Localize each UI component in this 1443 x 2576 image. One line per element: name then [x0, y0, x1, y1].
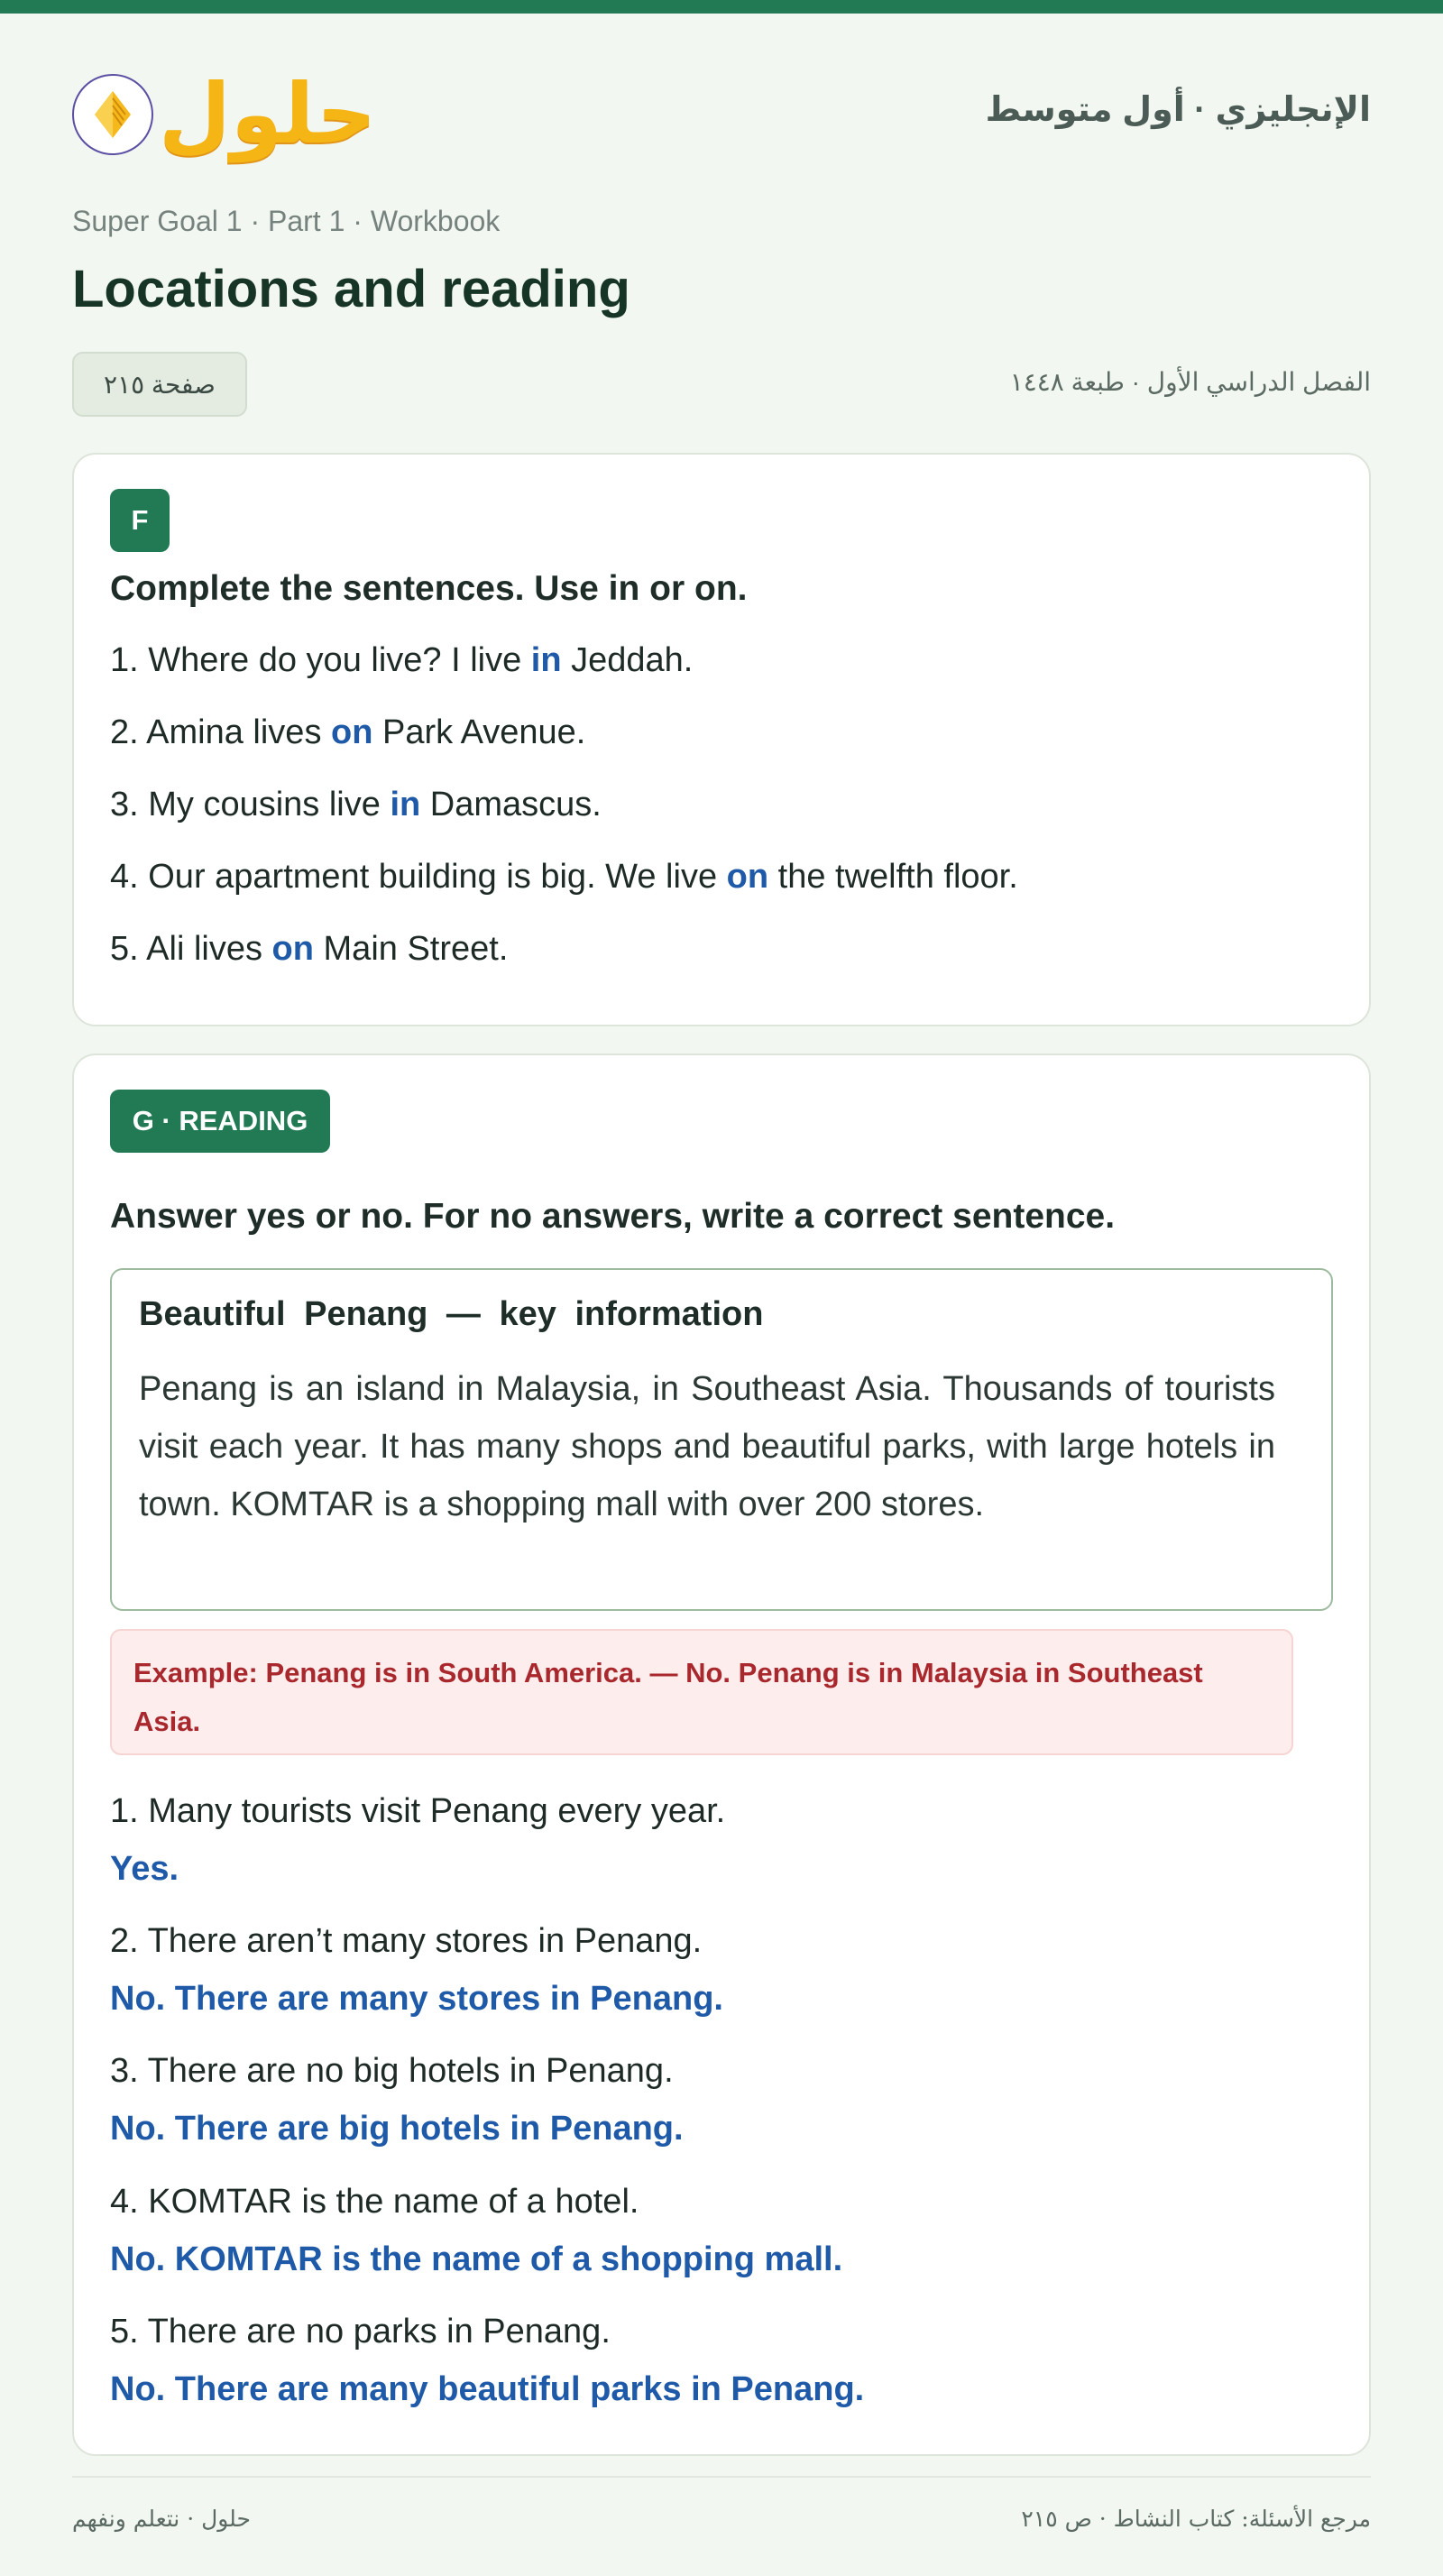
question-text: 5. There are no parks in Penang.: [110, 2313, 611, 2351]
question-text: 3. There are no big hotels in Penang.: [110, 2052, 674, 2090]
breadcrumb: Super Goal 1 · Part 1 · Workbook: [72, 205, 501, 237]
sentence-text: Main Street.: [313, 930, 509, 968]
sentence-item: [110, 930, 508, 969]
site-logo[interactable]: [72, 60, 376, 169]
subject-title: الإنجليزي · أول متوسط: [985, 91, 1371, 129]
sentence-text: Damascus.: [420, 786, 602, 823]
page-number-badge: صفحة ٢١٥: [72, 352, 247, 417]
sentence-text: 1. Where do you live? I live: [110, 641, 531, 679]
footer-reference: مرجع الأسئلة: كتاب النشاط · ص ٢١٥: [1021, 2506, 1371, 2532]
instruction-f: Complete the sentences. Use in or on.: [110, 569, 748, 608]
question-text: 4. KOMTAR is the name of a hotel.: [110, 2183, 639, 2221]
section-tag-g: G · READING: [110, 1090, 330, 1153]
book-icon: [72, 74, 153, 155]
answer-text: No. KOMTAR is the name of a shopping mall.: [110, 2240, 843, 2278]
sentence-item: [110, 786, 602, 824]
answer-text: No. There are many beautiful parks in Penang.: [110, 2370, 865, 2408]
sentence-text: Jeddah.: [561, 641, 694, 679]
page: [72, 14, 1371, 2532]
sentence-text: 4. Our apartment building is big. We live: [110, 858, 727, 896]
answer-word: on: [271, 930, 314, 968]
info-box-title: Beautiful Penang — key information: [139, 1295, 764, 1333]
page-title: Locations and reading: [72, 260, 630, 318]
header: [72, 14, 1371, 212]
exercise-card-f: [72, 453, 1371, 1026]
sentence-item: [110, 713, 585, 752]
exercise-card-g: [72, 1053, 1371, 2456]
sentence-text: 5. Ali lives: [110, 930, 272, 968]
sentence-text: 2. Amina lives: [110, 713, 331, 751]
example-note: Example: Penang is in South America. — No. Penang is in Malaysia in Southeast Asia.: [110, 1629, 1293, 1755]
instruction-g: Answer yes or no. For no answers, write a correct sentence.: [110, 1197, 1116, 1236]
reading-info-box: [110, 1268, 1333, 1611]
footer-brand: حلول · نتعلم ونفهم: [72, 2506, 251, 2532]
question-text: 2. There aren’t many stores in Penang.: [110, 1922, 703, 1960]
answer-text: No. There are big hotels in Penang.: [110, 2110, 684, 2148]
section-tag-f: F: [110, 489, 170, 552]
sentence-item: [110, 641, 693, 680]
question-text: 1. Many tourists visit Penang every year.: [110, 1792, 726, 1830]
top-accent-bar: [0, 0, 1443, 14]
answer-text: Yes.: [110, 1850, 179, 1888]
answer-text: No. There are many stores in Penang.: [110, 1980, 723, 2018]
footer-divider: [72, 2476, 1371, 2478]
logo-text: حلول: [159, 66, 377, 162]
answer-word: in: [530, 641, 562, 679]
answer-word: on: [331, 713, 373, 751]
answer-word: in: [390, 786, 421, 823]
sentence-text: Park Avenue.: [372, 713, 586, 751]
sentence-text: 3. My cousins live: [110, 786, 391, 823]
sentence-item: [110, 858, 1018, 897]
info-box-text: Penang is an island in Malaysia, in Southeast Asia. Thousands of tourists visit each year. It has many shops and beautiful parks, with large hotels in town. KOMTAR is a shopping mall with over 200 stores.: [139, 1370, 1275, 1523]
term-edition-label: الفصل الدراسي الأول · طبعة ١٤٤٨: [1009, 368, 1371, 396]
sentence-text: the twelfth floor.: [768, 858, 1018, 896]
answer-word: on: [726, 858, 769, 896]
